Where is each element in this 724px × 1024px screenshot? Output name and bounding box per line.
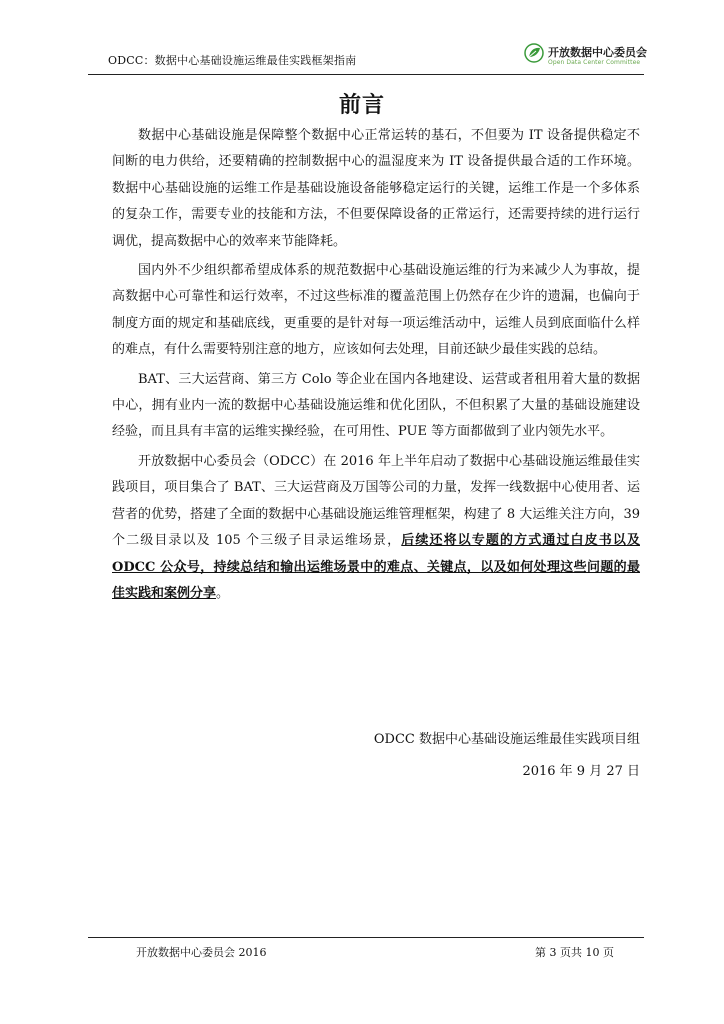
signature-date: 2016 年 9 月 27 日 [522,764,640,779]
paragraph-1: 数据中心基础设施是保障整个数据中心正常运转的基石，不但要为 IT 设备提供稳定不间断的电力供给，还要精确的控制数据中心的温湿度来为 IT 设备提供最合适的工作环境。数据中心基础设施的运维工作是基础设施设备能够稳定运行的关键，运维工作是一个多体系的复杂工作，需要专业的技能和方法，不但要保障设备的正常运行，还需要持续的进行运行调优，提高数据中心的效率来节能降耗。 [112,128,640,249]
footer-copyright: 开放数据中心委员会 2016 [136,946,267,959]
page-number: 第 3 页共 10 页 [535,946,614,959]
document-body [112,123,640,610]
paragraph-2: 国内外不少组织都希望成体系的规范数据中心基础设施运维的行为来减少人为事故，提高数据中心可靠性和运行效率，不过这些标准的覆盖范围上仍然存在少许的遗漏，也偏向于制度方面的规定和基础底线，更重要的是针对每一项运维活动中，运维人员到底面临什么样的难点，有什么需要特别注意的地方，应该如何去处理，目前还缺少最佳实践的总结。 [112,263,640,358]
logo-name: 开放数据中心委员会 [548,46,647,59]
paragraph-4-end: 。 [216,585,230,601]
paragraph-4-emphasis: 后续还将以专题的方式通过白皮书以及 ODCC 公众号，持续总结和输出运维场景中的难点、关键点，以及如何处理这些问题的最佳实践和案例分享 [112,533,640,601]
logo-subtitle: Open Data Center Committee [548,59,641,66]
odcc-logo [524,42,647,72]
paragraph-3: BAT、三大运营商、第三方 Colo 等企业在国内各地建设、运营或者租用着大量的数据中心，拥有业内一流的数据中心基础设施运维和优化团队，不但积累了大量的基础设施建设经验，而且具有丰富的运维实操经验，在可用性、PUE 等方面都做到了业内领先水平。 [112,371,640,440]
paragraph-4-text: 开放数据中心委员会（ODCC）在 2016 年上半年启动了数据中心基础设施运维最佳实践项目，项目集合了 BAT、三大运营商及万国等公司的力量，发挥一线数据中心使用者、运营者的优势，搭建了全面的数据中心基础设施运维管理框架，构建了 8 大运维关注方向，39 个二级目录以及 105 个三级子目录运维场景， [112,453,640,549]
page-header [88,40,647,74]
signature-org: ODCC 数据中心基础设施运维最佳实践项目组 [373,732,640,747]
footer-divider [88,937,644,938]
signature-block [374,724,640,788]
odcc-leaf-logo-icon [524,43,544,63]
header-title: ODCC：数据中心基础设施运维最佳实践框架指南 [108,54,357,67]
header-divider [88,74,644,75]
page-title: 前言 [338,93,385,118]
paragraph-4 [112,449,640,607]
